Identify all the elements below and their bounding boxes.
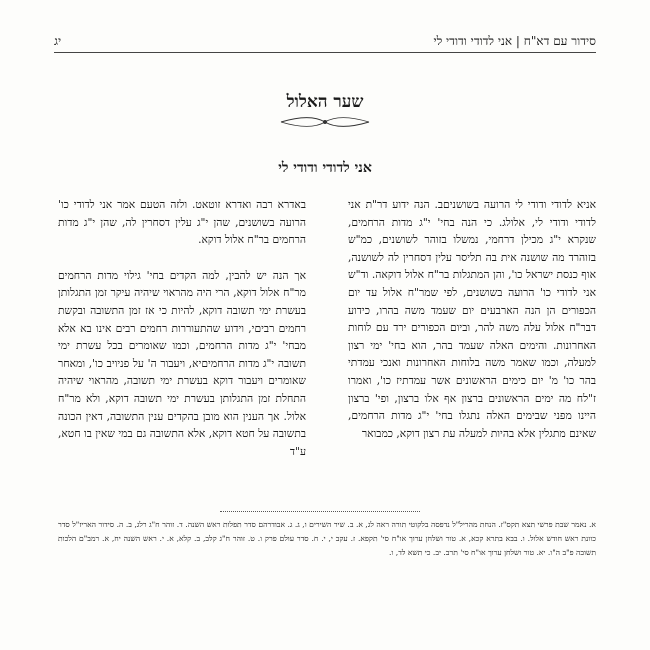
- running-header: [54, 30, 596, 52]
- chapter-title: אני לדודי ודודי לי: [278, 160, 372, 176]
- paragraph: באדרא רבה ואדרא זוטאט. ולזה הטעם אמר אני לדודי כו' הרועה בשושנים, שהן י"ג עלין דסחרין לה, שהן י"ג מדות הרחמים בר"ח אלול דוקא.: [58, 198, 306, 247]
- page-number: יג: [54, 34, 62, 48]
- text-column-right: [348, 196, 596, 442]
- paragraph: אניא לדודי ודודי לי הרועה בשושניםב. הנה ידוע דר"ת אני לדודי ודודי לי, אלולג. כי הנה בחי' י"ג מדות הרחמים, שנקרא י"ג מכילן דרחמי, נמשלו בזוהר לשושנים, כמ"ש בזוהרד מה שושנה אית בה תליסר עלין דסחרין לה לשושנה, אוף כנסת ישראל כו', והן המתגלות בר"ח אלול דוקאה. וד"ש אני לדודי כו' הרועה בשושנים, לפי שמר"ח אלול עד יום הכפורים הן הנה הארבעים יום שעמד משה בהרו, כידוע דבר"ח אלול עלה משה להר, וביום הכפורים ירד עם לוחות האחרונות. והימים האלה שעמד בהר, הוא בחי' ימי רצון למעלה, וכמו שאמר משה בלוחות האחרונות ואנכי עמדתי בהר כו' מ' יום כימים הראשונים אשר עמדתיז כו', ואמרו ז"לח מה ימים הראשונים ברצון אף אלו ברצון, ופי' ברצון היינו מפני שבימים האלה נתגלו בחי' י"ג מדות הרחמים, שאינם מתגלין אלא בהיות למעלה עת רצון דוקא, כמבואר: [348, 198, 596, 440]
- running-header-title: סידור עם דא"ח | אני לדודי ודודי לי: [433, 34, 596, 48]
- header-rule: [54, 52, 596, 53]
- footnote-divider: [220, 511, 420, 512]
- footnotes: א. נאמר שבת פרשי תצא תקס"ז. הנחת מהריל"ל נדפסה בלקוטי תורה ראה לג, א. ב. שיר השירים ו, ג. ג. אבודרהם סדר תפלות ראש השנה. ד. זוהר ח"ג רלג, ב. ה. סידור האריז"ל סדר כוונת ראש חודש אלול. ו. בבא בתרא קכא, א. טור ושלחן ערוך או"ח סי' תקפא. ז. עקב י, י. ח. סדר עולם פרק ו. ט. זוהר ח"ג קלב, ב. קלא, א. י. ראש השנה יח, א. רמב"ם הלכות תשובה פ"ב ה"ו. יא. טור ושלחן ערוך או"ח סי' תרב. יב. כי תשא לד, ו.: [58, 520, 596, 557]
- paragraph: אך הנה יש להבין, למה הקדים בחי' גילוי מדות הרחמים מר"ח אלול דוקא, הרי היה מהראוי שיהיה עיקר זמן התגלותן בעשרת ימי תשובה דוקא, להיות כי אז זמן התשובה ובקשת רחמים רביםי, וידוע שהתעוררות רחמים רבים אינו בא אלא מבחי' י"ג מדות הרחמים, וכמו שאומרים בכל עשרת ימי תשובה י"ג מדות הרחמיםיא, ויעבור ה' על פניויב כו', ומאחר שאומרים ויעבור דוקא בעשרת ימי תשובה, מהראוי שיהיה התחלת זמן התגלותן בעשרת ימי תשובה דוקא, ולא מר"ח אלול. אך הענין הוא מובן בהקדים ענין התשובה, דאין הכונה בתשובה על חטא דוקא, אלא התשובה גם במי שאין בו חטא, ע"ד: [58, 268, 306, 458]
- ornament-divider: [275, 114, 375, 130]
- text-column-left: [58, 196, 306, 460]
- section-title: שער האלול: [286, 92, 364, 112]
